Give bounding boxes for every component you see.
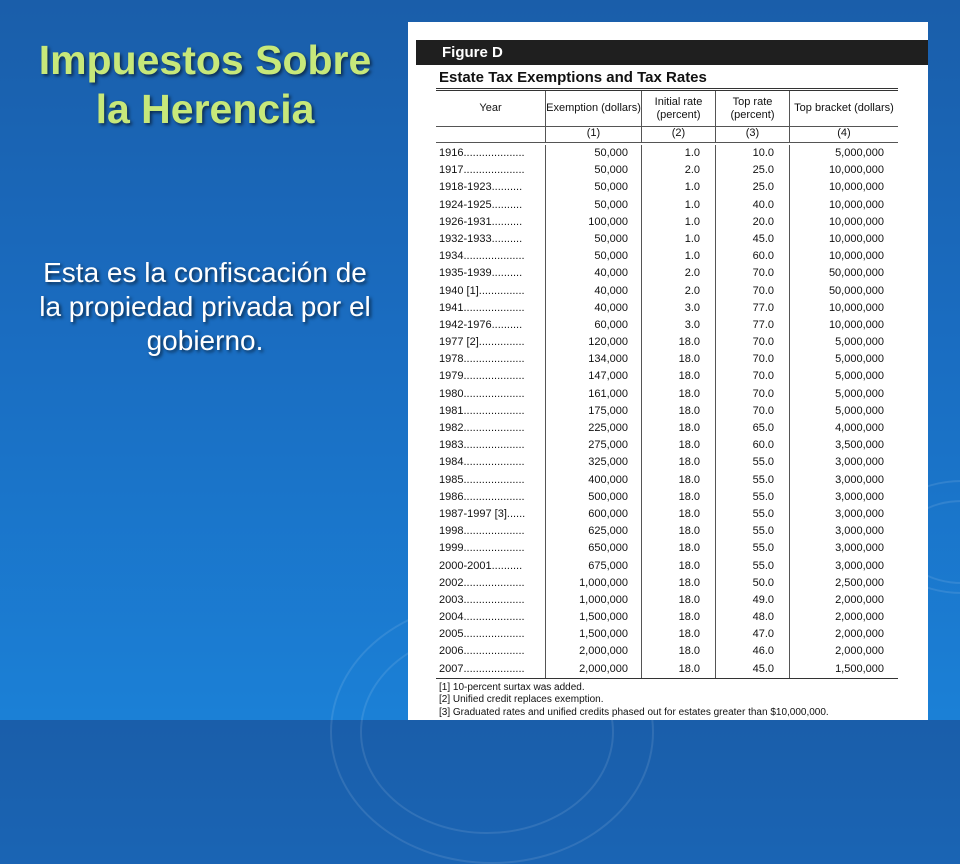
footnote: [2] Unified credit replaces exemption.	[439, 694, 604, 706]
table-row	[436, 386, 898, 403]
year-cell: 1934....................	[439, 250, 525, 263]
value-cell: 18.0	[641, 454, 715, 471]
value-cell: 40,000	[545, 283, 641, 300]
value-cell: 2,500,000	[789, 575, 898, 592]
table-row	[436, 592, 898, 609]
value-cell: 120,000	[545, 334, 641, 351]
tax-rate-table	[436, 88, 898, 719]
value-cell: 55.0	[715, 506, 789, 523]
value-cell: 18.0	[641, 368, 715, 385]
table-row	[436, 437, 898, 454]
value-cell: 40.0	[715, 197, 789, 214]
value-cell: 2,000,000	[789, 592, 898, 609]
value-cell: 60.0	[715, 437, 789, 454]
value-cell: 2.0	[641, 265, 715, 282]
value-cell: 55.0	[715, 558, 789, 575]
value-cell: 70.0	[715, 368, 789, 385]
value-cell: 1,500,000	[545, 626, 641, 643]
slide-subtitle: Esta es la confiscación de la propiedad privada por el gobierno.	[39, 257, 371, 357]
value-cell: 2,000,000	[789, 609, 898, 626]
value-cell: 1,000,000	[545, 592, 641, 609]
table-row	[436, 454, 898, 471]
year-cell: 1977 [2]...............	[439, 336, 525, 349]
value-cell: 25.0	[715, 162, 789, 179]
value-cell: 625,000	[545, 523, 641, 540]
value-cell: 70.0	[715, 403, 789, 420]
column-number: (2)	[641, 127, 715, 142]
value-cell: 18.0	[641, 540, 715, 557]
value-cell: 18.0	[641, 523, 715, 540]
value-cell: 25.0	[715, 179, 789, 196]
value-cell: 18.0	[641, 643, 715, 660]
value-cell: 1,500,000	[545, 609, 641, 626]
value-cell: 50,000	[545, 162, 641, 179]
table-row	[436, 179, 898, 196]
table-divider	[436, 678, 898, 679]
value-cell: 1.0	[641, 179, 715, 196]
year-cell: 2006....................	[439, 645, 525, 658]
value-cell: 77.0	[715, 317, 789, 334]
value-cell: 5,000,000	[789, 334, 898, 351]
footnote: [1] 10-percent surtax was added.	[439, 681, 585, 693]
table-row	[436, 523, 898, 540]
value-cell: 3.0	[641, 317, 715, 334]
value-cell: 500,000	[545, 489, 641, 506]
value-cell: 400,000	[545, 472, 641, 489]
value-cell: 5,000,000	[789, 368, 898, 385]
value-cell: 18.0	[641, 420, 715, 437]
value-cell: 10,000,000	[789, 197, 898, 214]
column-header: Initial rate (percent)	[641, 91, 715, 126]
value-cell: 100,000	[545, 214, 641, 231]
year-cell: 2000-2001..........	[439, 559, 523, 572]
value-cell: 50,000,000	[789, 265, 898, 282]
year-cell: 1926-1931..........	[439, 215, 523, 228]
value-cell: 45.0	[715, 661, 789, 678]
value-cell: 3,000,000	[789, 506, 898, 523]
figure-image	[408, 22, 928, 720]
value-cell: 10,000,000	[789, 231, 898, 248]
value-cell: 147,000	[545, 368, 641, 385]
value-cell: 3,000,000	[789, 558, 898, 575]
year-cell: 1916....................	[439, 147, 525, 159]
value-cell: 2.0	[641, 283, 715, 300]
year-cell: 1998....................	[439, 525, 525, 538]
value-cell: 10,000,000	[789, 162, 898, 179]
value-cell: 1.0	[641, 145, 715, 162]
value-cell: 50.0	[715, 575, 789, 592]
value-cell: 225,000	[545, 420, 641, 437]
value-cell: 50,000	[545, 231, 641, 248]
value-cell: 1.0	[641, 214, 715, 231]
figure-label: Figure D	[416, 40, 928, 65]
year-cell: 1980....................	[439, 387, 525, 400]
value-cell: 50,000	[545, 197, 641, 214]
value-cell: 18.0	[641, 472, 715, 489]
value-cell: 10,000,000	[789, 300, 898, 317]
year-cell: 1983....................	[439, 439, 525, 452]
column-number: (4)	[789, 127, 898, 142]
value-cell: 5,000,000	[789, 386, 898, 403]
year-cell: 1984....................	[439, 456, 525, 469]
value-cell: 49.0	[715, 592, 789, 609]
year-cell: 1981....................	[439, 404, 525, 417]
table-row	[436, 197, 898, 214]
value-cell: 5,000,000	[789, 145, 898, 162]
table-row	[436, 351, 898, 368]
table-row	[436, 643, 898, 660]
table-row	[436, 540, 898, 557]
value-cell: 3,000,000	[789, 454, 898, 471]
value-cell: 18.0	[641, 386, 715, 403]
table-row	[436, 283, 898, 300]
value-cell: 40,000	[545, 300, 641, 317]
table-row	[436, 661, 898, 678]
value-cell: 55.0	[715, 540, 789, 557]
value-cell: 10.0	[715, 145, 789, 162]
year-cell: 1978....................	[439, 353, 525, 366]
value-cell: 70.0	[715, 265, 789, 282]
value-cell: 70.0	[715, 386, 789, 403]
value-cell: 2.0	[641, 162, 715, 179]
year-cell: 1979....................	[439, 370, 525, 383]
year-cell: 1986....................	[439, 490, 525, 503]
value-cell: 600,000	[545, 506, 641, 523]
value-cell: 55.0	[715, 489, 789, 506]
value-cell: 5,000,000	[789, 351, 898, 368]
value-cell: 675,000	[545, 558, 641, 575]
table-row	[436, 558, 898, 575]
year-cell: 1935-1939..........	[439, 267, 523, 280]
column-number: (1)	[545, 127, 641, 142]
value-cell: 325,000	[545, 454, 641, 471]
table-row	[436, 300, 898, 317]
year-cell: 1987-1997 [3]......	[439, 507, 526, 520]
table-header-row	[436, 91, 898, 127]
column-header: Top bracket (dollars)	[789, 91, 898, 126]
value-cell: 60,000	[545, 317, 641, 334]
value-cell: 3,000,000	[789, 540, 898, 557]
value-cell: 3,000,000	[789, 472, 898, 489]
table-subheader-row	[436, 127, 898, 143]
value-cell: 10,000,000	[789, 179, 898, 196]
year-cell: 1924-1925..........	[439, 198, 523, 211]
value-cell: 3,000,000	[789, 489, 898, 506]
value-cell: 2,000,000	[789, 643, 898, 660]
value-cell: 18.0	[641, 403, 715, 420]
value-cell: 50,000	[545, 179, 641, 196]
value-cell: 55.0	[715, 454, 789, 471]
value-cell: 1,500,000	[789, 661, 898, 678]
value-cell: 1.0	[641, 248, 715, 265]
value-cell: 1.0	[641, 231, 715, 248]
value-cell: 18.0	[641, 609, 715, 626]
table-row	[436, 248, 898, 265]
year-cell: 1941....................	[439, 301, 525, 314]
table-row	[436, 145, 898, 162]
value-cell: 70.0	[715, 334, 789, 351]
year-cell: 2007....................	[439, 662, 525, 675]
table-row	[436, 626, 898, 643]
value-cell: 2,000,000	[545, 643, 641, 660]
value-cell: 4,000,000	[789, 420, 898, 437]
year-cell: 2002....................	[439, 576, 525, 589]
table-row	[436, 162, 898, 179]
table-row	[436, 334, 898, 351]
value-cell: 2,000,000	[789, 626, 898, 643]
value-cell: 18.0	[641, 575, 715, 592]
table-footnotes	[436, 682, 898, 719]
value-cell: 18.0	[641, 334, 715, 351]
value-cell: 50,000	[545, 145, 641, 162]
year-cell: 1918-1923..........	[439, 181, 523, 194]
table-row	[436, 575, 898, 592]
value-cell: 45.0	[715, 231, 789, 248]
year-cell: 1982....................	[439, 422, 525, 434]
value-cell: 2,000,000	[545, 661, 641, 678]
value-cell: 3,000,000	[789, 523, 898, 540]
figure-title: Estate Tax Exemptions and Tax Rates	[439, 69, 707, 86]
year-cell: 1999....................	[439, 542, 525, 555]
value-cell: 48.0	[715, 609, 789, 626]
value-cell: 650,000	[545, 540, 641, 557]
table-row	[436, 231, 898, 248]
table-row	[436, 368, 898, 385]
table-body	[436, 143, 898, 678]
value-cell: 5,000,000	[789, 403, 898, 420]
value-cell: 18.0	[641, 592, 715, 609]
value-cell: 18.0	[641, 437, 715, 454]
value-cell: 18.0	[641, 558, 715, 575]
footnote: [3] Graduated rates and unified credits phased out for estates greater than $10,000,000.	[439, 706, 829, 718]
year-cell: 2004....................	[439, 611, 525, 624]
table-row	[436, 214, 898, 231]
value-cell: 70.0	[715, 351, 789, 368]
value-cell: 47.0	[715, 626, 789, 643]
table-row	[436, 506, 898, 523]
column-number: (3)	[715, 127, 789, 142]
value-cell: 175,000	[545, 403, 641, 420]
value-cell: 60.0	[715, 248, 789, 265]
table-row	[436, 472, 898, 489]
value-cell: 65.0	[715, 420, 789, 437]
value-cell: 10,000,000	[789, 317, 898, 334]
value-cell: 134,000	[545, 351, 641, 368]
value-cell: 3,500,000	[789, 437, 898, 454]
table-row	[436, 317, 898, 334]
column-header: Top rate (percent)	[715, 91, 789, 126]
year-cell: 1917....................	[439, 164, 525, 177]
year-cell: 1942-1976..........	[439, 318, 523, 331]
table-row	[436, 609, 898, 626]
value-cell: 18.0	[641, 351, 715, 368]
value-cell: 55.0	[715, 523, 789, 540]
year-cell: 1940 [1]...............	[439, 284, 525, 297]
value-cell: 70.0	[715, 283, 789, 300]
column-header: Year	[479, 102, 502, 114]
year-cell: 1932-1933..........	[439, 232, 523, 245]
value-cell: 275,000	[545, 437, 641, 454]
value-cell: 46.0	[715, 643, 789, 660]
value-cell: 20.0	[715, 214, 789, 231]
value-cell: 50,000,000	[789, 283, 898, 300]
value-cell: 18.0	[641, 626, 715, 643]
value-cell: 1.0	[641, 197, 715, 214]
table-row	[436, 489, 898, 506]
value-cell: 10,000,000	[789, 248, 898, 265]
value-cell: 77.0	[715, 300, 789, 317]
value-cell: 18.0	[641, 661, 715, 678]
value-cell: 55.0	[715, 472, 789, 489]
slide-title: Impuestos Sobre la Herencia	[38, 37, 372, 133]
value-cell: 1,000,000	[545, 575, 641, 592]
value-cell: 3.0	[641, 300, 715, 317]
table-row	[436, 420, 898, 437]
value-cell: 50,000	[545, 248, 641, 265]
value-cell: 161,000	[545, 386, 641, 403]
value-cell: 18.0	[641, 489, 715, 506]
year-cell: 1985....................	[439, 473, 525, 486]
column-header: Exemption (dollars)	[545, 91, 641, 126]
table-row	[436, 403, 898, 420]
value-cell: 40,000	[545, 265, 641, 282]
year-cell: 2005....................	[439, 628, 525, 641]
value-cell: 10,000,000	[789, 214, 898, 231]
table-row	[436, 265, 898, 282]
column-number	[436, 127, 545, 142]
year-cell: 2003....................	[439, 593, 525, 606]
value-cell: 18.0	[641, 506, 715, 523]
